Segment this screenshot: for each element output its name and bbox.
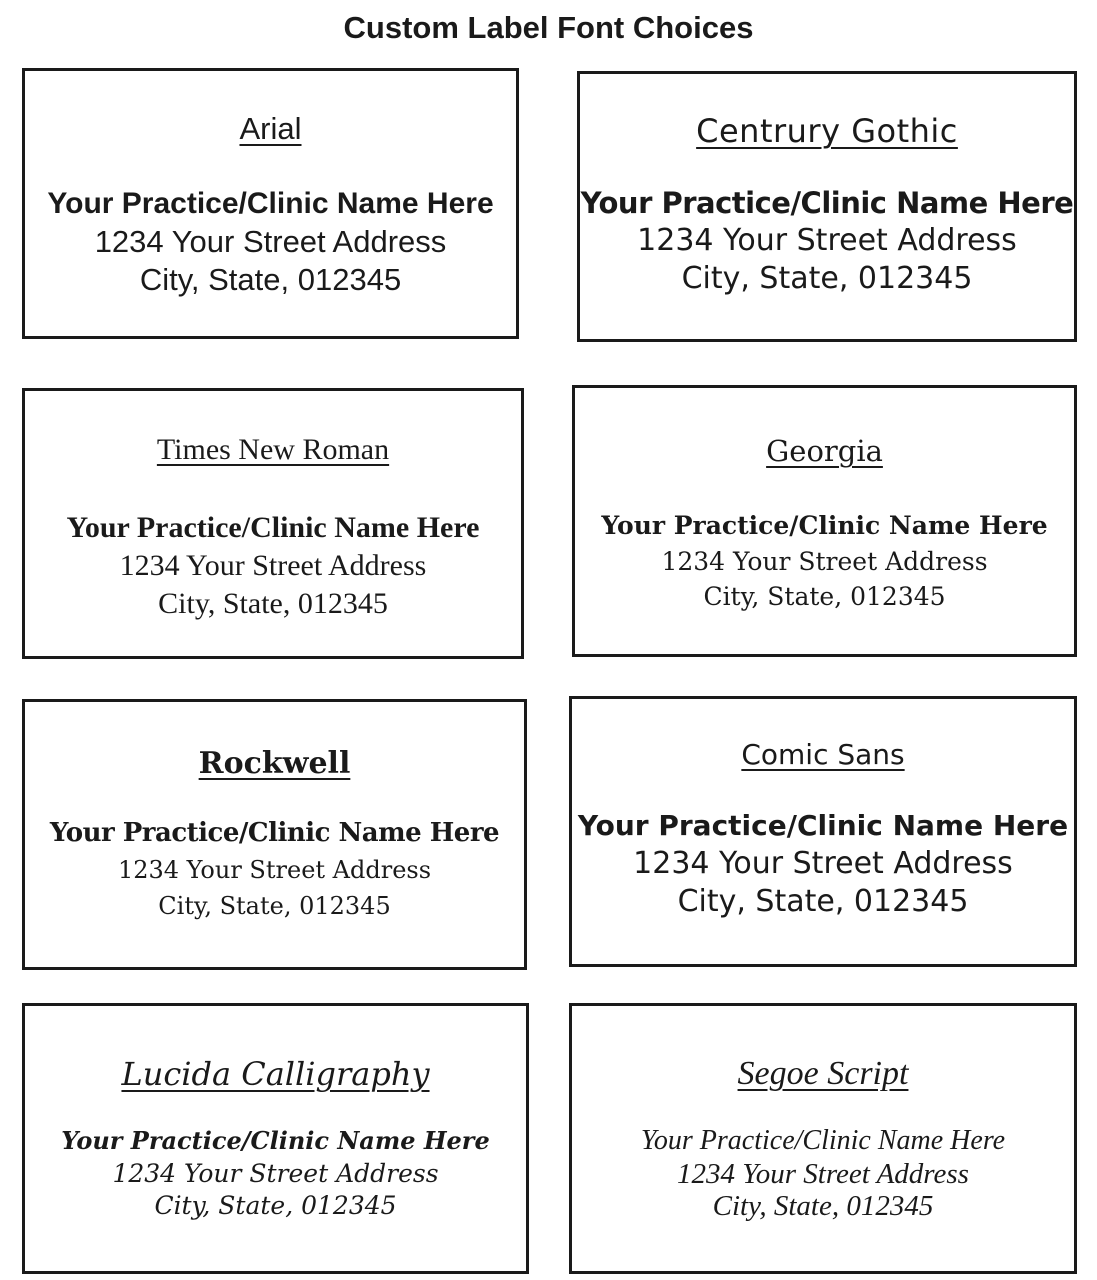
city-state-zip: City, State, 012345 bbox=[158, 892, 391, 920]
font-name-heading: Segoe Script bbox=[737, 1055, 909, 1092]
city-state-zip: City, State, 012345 bbox=[154, 1191, 397, 1220]
font-name-heading: Arial bbox=[239, 111, 302, 146]
font-name-heading: Rockwell bbox=[198, 746, 351, 781]
city-state-zip: City, State, 012345 bbox=[677, 884, 969, 919]
label-card-lucida-calligraphy bbox=[22, 1003, 529, 1274]
label-card-rockwell bbox=[22, 699, 527, 970]
practice-name: Your Practice/Clinic Name Here bbox=[580, 186, 1074, 220]
label-card-times-new-roman bbox=[22, 388, 524, 659]
label-card-century-gothic bbox=[577, 71, 1077, 342]
city-state-zip: City, State, 012345 bbox=[139, 262, 402, 297]
label-card-comic-sans bbox=[569, 696, 1077, 967]
city-state-zip: City, State, 012345 bbox=[158, 587, 388, 620]
practice-name: Your Practice/Clinic Name Here bbox=[47, 187, 494, 220]
city-state-zip: City, State, 012345 bbox=[703, 582, 946, 611]
street-address: 1234 Your Street Address bbox=[112, 1159, 439, 1188]
font-name-heading: Centrury Gothic bbox=[696, 112, 958, 150]
font-name-heading: Georgia bbox=[766, 434, 883, 468]
practice-name: Your Practice/Clinic Name Here bbox=[49, 818, 500, 848]
label-card-arial bbox=[22, 68, 519, 339]
street-address: 1234 Your Street Address bbox=[94, 224, 447, 259]
font-name-heading: Comic Sans bbox=[741, 738, 905, 771]
font-name-heading: Times New Roman bbox=[156, 433, 390, 466]
label-card-segoe-script bbox=[569, 1003, 1077, 1274]
practice-name: Your Practice/Clinic Name Here bbox=[577, 809, 1069, 842]
practice-name: Your Practice/Clinic Name Here bbox=[61, 1126, 490, 1155]
street-address: 1234 Your Street Address bbox=[117, 856, 432, 884]
font-name-heading: Lucida Calligraphy bbox=[121, 1055, 430, 1093]
street-address: 1234 Your Street Address bbox=[661, 547, 988, 576]
page-title: Custom Label Font Choices bbox=[343, 10, 754, 45]
practice-name: Your Practice/Clinic Name Here bbox=[66, 511, 480, 544]
label-card-georgia bbox=[572, 385, 1077, 657]
practice-name: Your Practice/Clinic Name Here bbox=[601, 511, 1048, 540]
street-address: 1234 Your Street Address bbox=[637, 223, 1017, 258]
city-state-zip: City, State, 012345 bbox=[681, 261, 973, 296]
street-address: 1234 Your Street Address bbox=[633, 846, 1013, 881]
city-state-zip: City, State, 012345 bbox=[712, 1190, 934, 1222]
street-address: 1234 Your Street Address bbox=[119, 549, 427, 582]
practice-name: Your Practice/Clinic Name Here bbox=[640, 1125, 1006, 1156]
street-address: 1234 Your Street Address bbox=[677, 1158, 969, 1190]
